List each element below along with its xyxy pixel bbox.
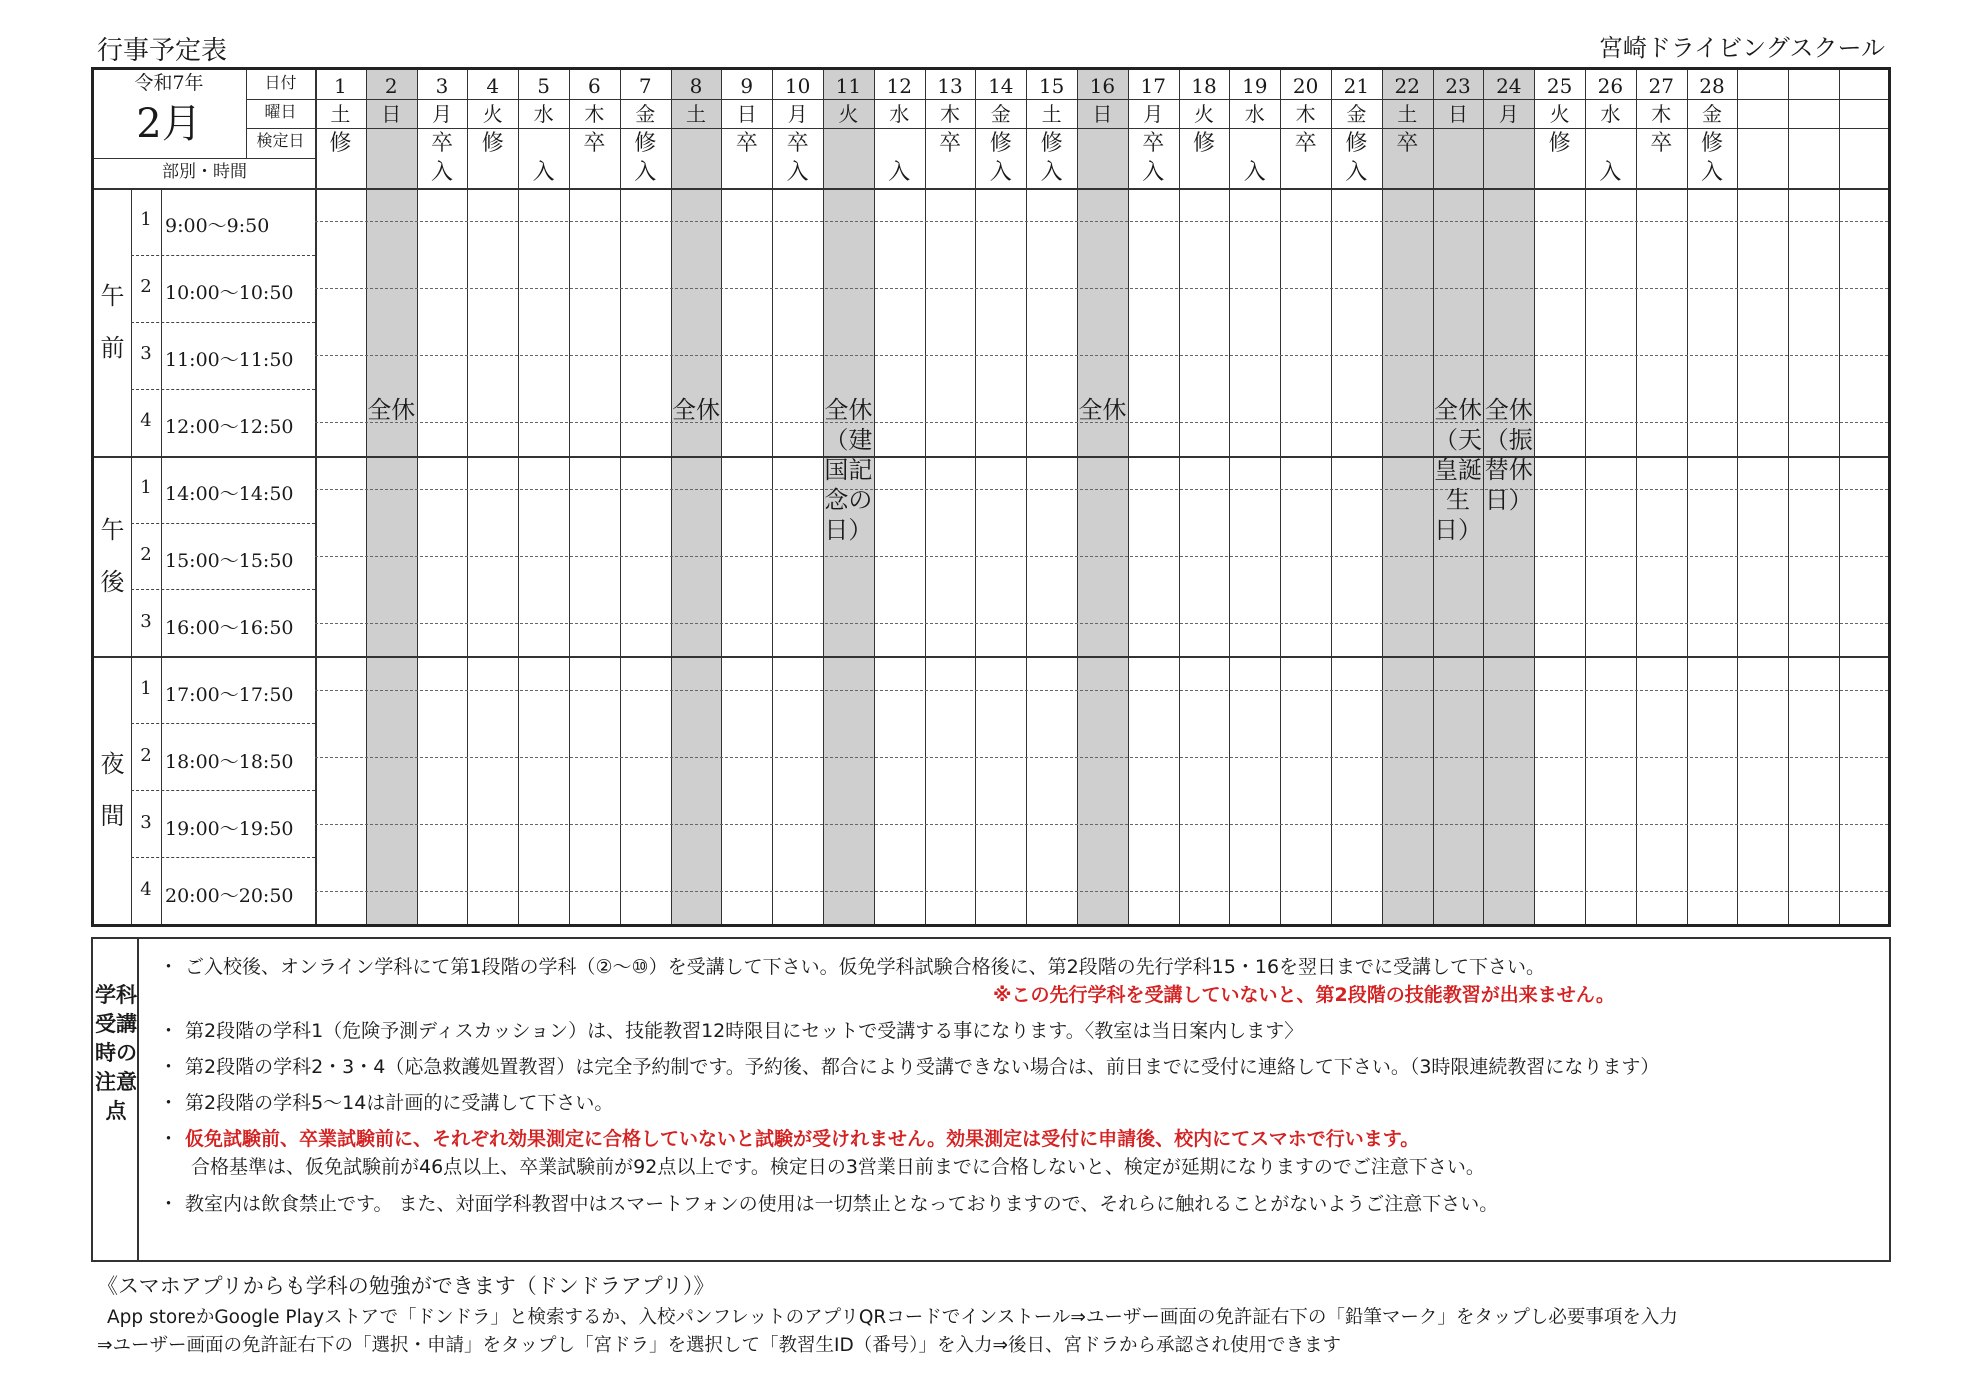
note-bullet: ・ [159, 1092, 179, 1114]
period-divider [131, 389, 315, 390]
label-col-line [246, 70, 247, 158]
date-cell: 23 [1445, 74, 1471, 98]
period-divider [131, 589, 315, 590]
period-divider [131, 790, 315, 791]
date-cell: 14 [988, 74, 1014, 98]
weekday-cell: 土 [330, 102, 351, 126]
date-cell: 11 [835, 74, 862, 98]
date-cell: 20 [1292, 74, 1319, 98]
section-divider [94, 456, 1888, 458]
header-row-line [246, 128, 1888, 129]
period-divider [131, 322, 315, 323]
date-cell: 9 [740, 74, 754, 98]
period-number: 1 [140, 677, 152, 699]
weekday-cell: 金 [1346, 102, 1367, 126]
day-col-line [925, 70, 926, 924]
date-cell: 19 [1242, 74, 1268, 98]
weekday-cell: 日 [381, 102, 402, 126]
slot-midline [315, 489, 1888, 490]
date-cell: 13 [937, 74, 963, 98]
weekday-cell: 木 [1295, 102, 1316, 126]
exam-mark: 卒 [735, 131, 758, 156]
exam-mark: 卒 [1396, 131, 1419, 156]
weekday-cell: 火 [1549, 102, 1570, 126]
note-text: ※この先行学科を受講していないと、第2段階の技能教習が出来ません。 [993, 984, 1615, 1006]
app-line-1: App storeかGoogle Playストアで「ドンドラ」と検索するか、入校パンフレットのアプリQRコードでインストール⇒ユーザー画面の免許証右下の「鉛筆マーク」をタップし必要事項を入力 [107, 1307, 1678, 1328]
holiday-note: 全休 [1078, 396, 1127, 425]
day-col-line [975, 70, 976, 924]
weekday-cell: 水 [1244, 102, 1265, 126]
date-cell: 26 [1597, 74, 1624, 98]
day-col-line [1128, 70, 1129, 924]
holiday-column-shade [671, 70, 722, 924]
day-col-line [518, 70, 519, 924]
period-number: 3 [140, 811, 152, 833]
slot-midline [315, 757, 1888, 758]
exam-mark: 卒 [1650, 131, 1673, 156]
weekday-cell: 木 [584, 102, 605, 126]
exam-mark: 修 [634, 131, 657, 156]
day-col-line [1331, 70, 1332, 924]
exam-mark: 卒 [583, 131, 606, 156]
period-time: 12:00〜12:50 [165, 416, 294, 439]
app-line-2: ⇒ユーザー画面の免許証右下の「選択・申請」をタップし「宮ドラ」を選択して「教習生ID（番号）」を入力⇒後日、宮ドラから承認され使用できます [97, 1335, 1341, 1356]
note-text: 第2段階の学科2・3・4（応急救護処置教習）は完全予約制です。予約後、都合により受講できない場合は、前日までに受付に連絡して下さい。（3時限連続教習になります） [185, 1056, 1660, 1078]
date-cell: 15 [1038, 74, 1065, 98]
day-col-line [1839, 70, 1840, 924]
exam-entry-mark: 入 [430, 160, 453, 185]
period-time: 15:00〜15:50 [165, 550, 294, 572]
note-text: ご入校後、オンライン学科にて第1段階の学科（②〜⑩）を受講して下さい。仮免学科試験合格後に、第2段階の先行学科15・16を翌日までに受講して下さい。 [185, 956, 1546, 978]
holiday-note: 全休（天皇誕生日） [1433, 396, 1482, 545]
weekday-cell: 月 [431, 102, 452, 126]
app-heading: 《スマホアプリからも学科の勉強ができます（ドンドラアプリ）》 [97, 1274, 715, 1298]
exam-row-label: 検定日 [256, 131, 305, 150]
date-cell: 5 [537, 74, 550, 98]
holiday-note: 全休（建国記念の日） [824, 396, 873, 545]
period-time: 10:00〜10:50 [165, 282, 294, 305]
holiday-column-shade [1382, 70, 1433, 924]
weekday-cell: 金 [990, 102, 1011, 126]
period-num-line [161, 188, 162, 924]
slot-midline [315, 355, 1888, 356]
era-year: 令和7年 [134, 72, 204, 94]
note-item [159, 952, 1545, 979]
note-bullet: ・ [159, 1128, 179, 1150]
day-col-line [1382, 70, 1383, 924]
exam-mark: 修 [989, 131, 1012, 156]
period-number: 2 [140, 276, 152, 298]
date-cell: 10 [784, 74, 811, 98]
exam-mark: 卒 [1142, 131, 1165, 156]
header-row-line [246, 99, 1888, 100]
note-bullet: ・ [159, 1056, 179, 1078]
date-cell: 24 [1496, 74, 1522, 98]
period-divider [131, 523, 315, 524]
date-cell: 2 [384, 74, 398, 98]
notes-side-label: 学科受講時の注意点 [95, 983, 137, 1123]
note-text: 仮免試験前、卒業試験前に、それぞれ効果測定に合格していないと試験が受けれません。効果測定は受付に申請後、校内にてスマホで行います。 [185, 1128, 1420, 1150]
date-row-label: 日付 [264, 73, 297, 92]
note-text: 合格基準は、仮免試験前が46点以上、卒業試験前が92点以上です。検定日の3営業日前までに合格しないと、検定が延期になりますのでご注意下さい。 [191, 1156, 1485, 1178]
weekday-cell: 日 [1447, 102, 1468, 126]
date-cell: 16 [1089, 74, 1116, 98]
note-bullet: ・ [159, 956, 179, 978]
note-text: 第2段階の学科5〜14は計画的に受講して下さい。 [185, 1092, 614, 1114]
month-label: 2月 [136, 101, 202, 147]
schedule-table [91, 67, 1891, 927]
weekday-cell: 土 [1397, 102, 1418, 126]
period-time: 16:00〜16:50 [165, 616, 294, 639]
exam-entry-mark: 入 [1243, 160, 1266, 185]
page-title: 行事予定表 [97, 36, 228, 66]
exam-mark: 修 [1192, 131, 1215, 156]
period-number: 4 [140, 410, 152, 432]
period-time: 11:00〜11:50 [165, 349, 294, 372]
exam-entry-mark: 入 [1599, 160, 1622, 185]
exam-entry-mark: 入 [532, 160, 555, 185]
period-number: 3 [140, 343, 152, 365]
day-col-line [721, 70, 722, 924]
exam-entry-mark: 入 [888, 160, 911, 185]
period-time: 9:00〜9:50 [165, 215, 270, 238]
slot-midline [315, 891, 1888, 892]
slot-midline [315, 690, 1888, 691]
day-col-line [1229, 70, 1230, 924]
exam-mark: 修 [1040, 131, 1063, 156]
weekday-cell: 水 [889, 102, 910, 126]
exam-entry-mark: 入 [1345, 160, 1368, 185]
period-time: 17:00〜17:50 [165, 683, 294, 706]
weekday-cell: 火 [838, 102, 859, 126]
section-name: 午前 [100, 281, 125, 362]
date-cell: 18 [1191, 74, 1217, 98]
holiday-note: 全休 [367, 396, 416, 425]
holiday-note: 全休 [671, 396, 720, 425]
date-cell: 22 [1394, 74, 1420, 98]
note-item [191, 1152, 1485, 1179]
weekday-cell: 月 [1498, 102, 1519, 126]
weekday-cell: 金 [1701, 102, 1722, 126]
period-divider [131, 255, 315, 256]
day-col-line [366, 70, 367, 924]
exam-mark: 卒 [938, 131, 961, 156]
body-top-line [94, 188, 1888, 190]
slot-midline [315, 623, 1888, 624]
day-col-line [1636, 70, 1637, 924]
weekday-cell: 水 [533, 102, 554, 126]
day-col-line [417, 70, 418, 924]
day-col-line [1534, 70, 1535, 924]
weekday-cell: 金 [635, 102, 656, 126]
date-cell: 1 [334, 74, 347, 98]
exam-mark: 卒 [430, 131, 453, 156]
note-item [159, 1189, 1498, 1216]
day-col-line [1687, 70, 1688, 924]
exam-entry-mark: 入 [1040, 160, 1063, 185]
slot-midline [315, 221, 1888, 222]
date-cell: 17 [1140, 74, 1166, 98]
period-number: 1 [140, 477, 152, 499]
weekday-cell: 木 [939, 102, 960, 126]
holiday-note: 全休（振替休日） [1484, 396, 1533, 515]
slot-midline [315, 824, 1888, 825]
exam-mark: 修 [1345, 131, 1368, 156]
school-name: 宮崎ドライビングスクール [1598, 34, 1885, 62]
period-number: 4 [140, 878, 152, 900]
weekday-cell: 水 [1600, 102, 1621, 126]
day-col-line [1737, 70, 1738, 924]
notes-side-column [93, 939, 139, 1260]
slot-midline [315, 556, 1888, 557]
day-col-line [1280, 70, 1281, 924]
exam-mark: 修 [481, 131, 504, 156]
date-cell: 6 [588, 74, 601, 98]
date-cell: 4 [486, 74, 500, 98]
date-cell: 8 [689, 74, 703, 98]
day-col-line [569, 70, 570, 924]
date-cell: 3 [435, 74, 449, 98]
section-name: 午後 [100, 516, 125, 596]
period-time: 18:00〜18:50 [165, 750, 294, 773]
exam-entry-mark: 入 [1142, 160, 1165, 185]
date-cell: 27 [1648, 74, 1674, 98]
weekday-cell: 土 [685, 102, 706, 126]
note-item [159, 1088, 613, 1115]
weekday-cell: 日 [736, 102, 757, 126]
period-number: 2 [140, 544, 152, 565]
section-divider [94, 656, 1888, 658]
section-name: 夜間 [100, 750, 125, 831]
date-cell: 21 [1343, 74, 1370, 98]
note-item [159, 1052, 1659, 1079]
holiday-column-shade [366, 70, 417, 924]
weekday-cell: 火 [482, 102, 503, 126]
note-bullet: ・ [159, 1193, 179, 1215]
note-item [159, 1016, 1303, 1043]
exam-mark: 卒 [786, 131, 809, 156]
day-col-line [467, 70, 468, 924]
note-item [993, 980, 1615, 1007]
period-time: 19:00〜19:50 [165, 817, 294, 840]
period-divider [131, 857, 315, 858]
weekday-cell: 木 [1651, 102, 1672, 126]
era-under-line [94, 158, 246, 159]
holiday-column-shade [1077, 70, 1128, 924]
date-cell: 25 [1546, 74, 1573, 98]
slot-midline [315, 288, 1888, 289]
day-col-line [1788, 70, 1789, 924]
note-item [159, 1124, 1419, 1151]
exam-entry-mark: 入 [634, 160, 657, 185]
exam-mark: 卒 [1294, 131, 1317, 156]
weekday-cell: 日 [1092, 102, 1113, 126]
day-col-line [671, 70, 672, 924]
period-divider [131, 723, 315, 724]
weekday-cell: 月 [1143, 102, 1164, 126]
day-col-line [620, 70, 621, 924]
day-col-line [874, 70, 875, 924]
weekday-row-label: 曜日 [264, 102, 297, 121]
date-cell: 7 [638, 74, 652, 98]
weekday-cell: 火 [1193, 102, 1214, 126]
exam-entry-mark: 入 [989, 160, 1012, 185]
exam-mark: 修 [1700, 131, 1723, 156]
period-number: 1 [140, 209, 152, 231]
exam-entry-mark: 入 [1700, 160, 1723, 185]
exam-entry-mark: 入 [786, 160, 809, 185]
left-block-line [315, 70, 317, 924]
date-cell: 12 [886, 74, 912, 98]
day-col-line [772, 70, 773, 924]
exam-mark: 修 [1548, 131, 1571, 156]
note-text: 第2段階の学科1（危険予測ディスカッション）は、技能教習12時限目にセットで受講する事になります。〈教室は当日案内します〉 [185, 1020, 1304, 1042]
weekday-cell: 月 [787, 102, 808, 126]
day-col-line [1585, 70, 1586, 924]
weekday-cell: 土 [1041, 102, 1062, 126]
period-number: 3 [140, 610, 152, 632]
notes-box [91, 937, 1891, 1262]
day-col-line [1026, 70, 1027, 924]
date-cell: 28 [1699, 74, 1725, 98]
period-number: 2 [140, 744, 152, 766]
section-time-label: 部別・時間 [162, 162, 247, 182]
day-col-line [1077, 70, 1078, 924]
period-time: 20:00〜20:50 [165, 884, 294, 907]
note-text: 教室内は飲食禁止です。 また、対面学科教習中はスマートフォンの使用は一切禁止となっておりますので、それらに触れることがないようご注意下さい。 [185, 1193, 1499, 1215]
day-col-line [1179, 70, 1180, 924]
exam-mark: 修 [329, 131, 352, 156]
period-time: 14:00〜14:50 [165, 483, 294, 506]
note-bullet: ・ [159, 1020, 179, 1042]
